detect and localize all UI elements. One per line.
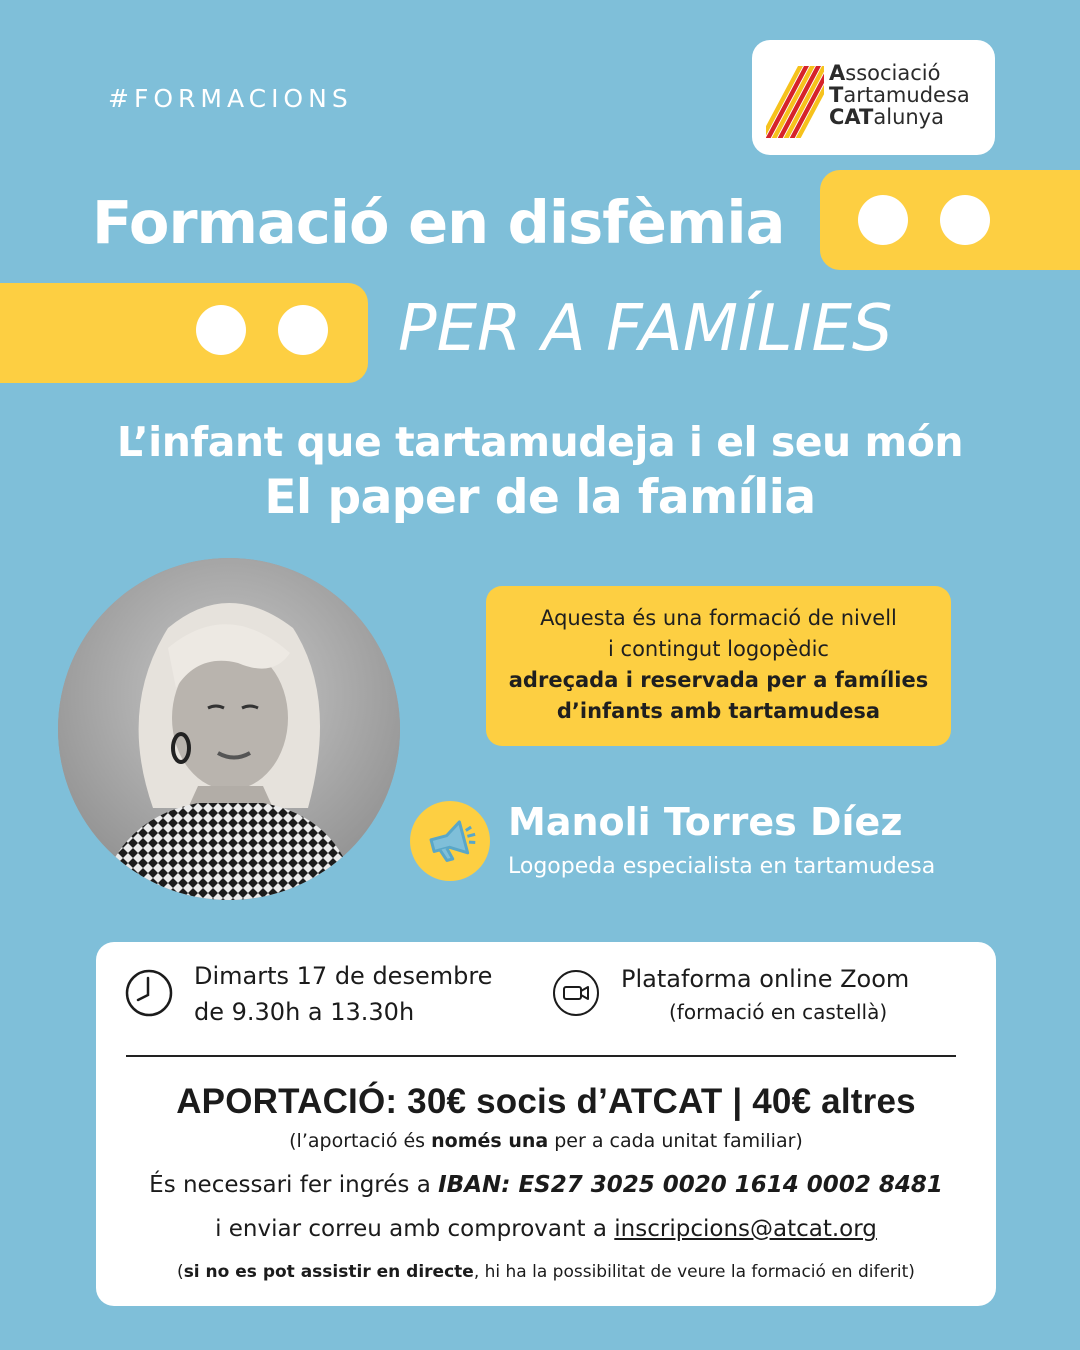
speaker-role: Logopeda especialista en tartamudesa xyxy=(508,854,936,879)
subtitle-line-2: El paper de la família xyxy=(264,470,816,525)
iban-number: IBAN: ES27 3025 0020 1614 0002 8481 xyxy=(438,1172,943,1198)
hashtag: #FORMACIONS xyxy=(108,84,353,113)
main-title-audience: PER A FAMÍLIES xyxy=(398,292,893,366)
footer-note: (si no es pot assistir en directe, hi ha la possibilitat de veure la formació en diferit) xyxy=(177,1262,915,1282)
notice-line: i contingut logopèdic xyxy=(608,637,829,661)
event-time: de 9.30h a 13.30h xyxy=(194,998,415,1026)
notice-line: Aquesta és una formació de nivell xyxy=(540,606,897,630)
event-language: (formació en castellà) xyxy=(669,1000,888,1024)
speech-pill-bottom xyxy=(0,283,368,383)
speaker-name: Manoli Torres Díez xyxy=(508,800,903,844)
price-note: (l’aportació és només una per a cada unitat familiar) xyxy=(289,1130,803,1152)
event-platform: Plataforma online Zoom xyxy=(621,965,910,993)
event-date: Dimarts 17 de desembre xyxy=(194,962,493,990)
subtitle-line-1: L’infant que tartamudeja i el seu món xyxy=(116,418,964,466)
notice-line-bold: d’infants amb tartamudesa xyxy=(556,699,881,723)
logo-stripes-icon xyxy=(766,66,824,138)
payment-iban: És necessari fer ingrés a IBAN: ES27 3025 0020 1614 0002 8481 xyxy=(149,1172,943,1198)
atcat-logo[interactable] xyxy=(752,40,995,155)
dot-decoration xyxy=(940,195,990,245)
dot-decoration xyxy=(858,195,908,245)
dot-decoration xyxy=(196,305,246,355)
video-camera-icon xyxy=(552,969,600,1017)
dot-decoration xyxy=(278,305,328,355)
price-heading: APORTACIÓ: 30€ socis d’ATCAT | 40€ altres xyxy=(176,1082,916,1121)
email-link[interactable]: inscripcions@atcat.org xyxy=(614,1216,877,1242)
speech-pill-top xyxy=(820,170,1080,270)
clock-icon xyxy=(124,968,174,1018)
speaker-photo xyxy=(58,558,400,900)
speaker-portrait-illustration xyxy=(58,558,400,900)
logo-text: Associació Tartamudesa CATalunya xyxy=(829,61,970,129)
main-title: Formació en disfèmia xyxy=(92,188,785,257)
notice-line-bold: adreçada i reservada per a famílies xyxy=(508,668,929,692)
payment-email: i enviar correu amb comprovant a inscripcions@atcat.org xyxy=(215,1216,877,1242)
audience-notice xyxy=(486,586,951,746)
info-card xyxy=(96,942,996,1306)
megaphone-icon xyxy=(410,801,490,881)
divider xyxy=(126,1055,956,1057)
